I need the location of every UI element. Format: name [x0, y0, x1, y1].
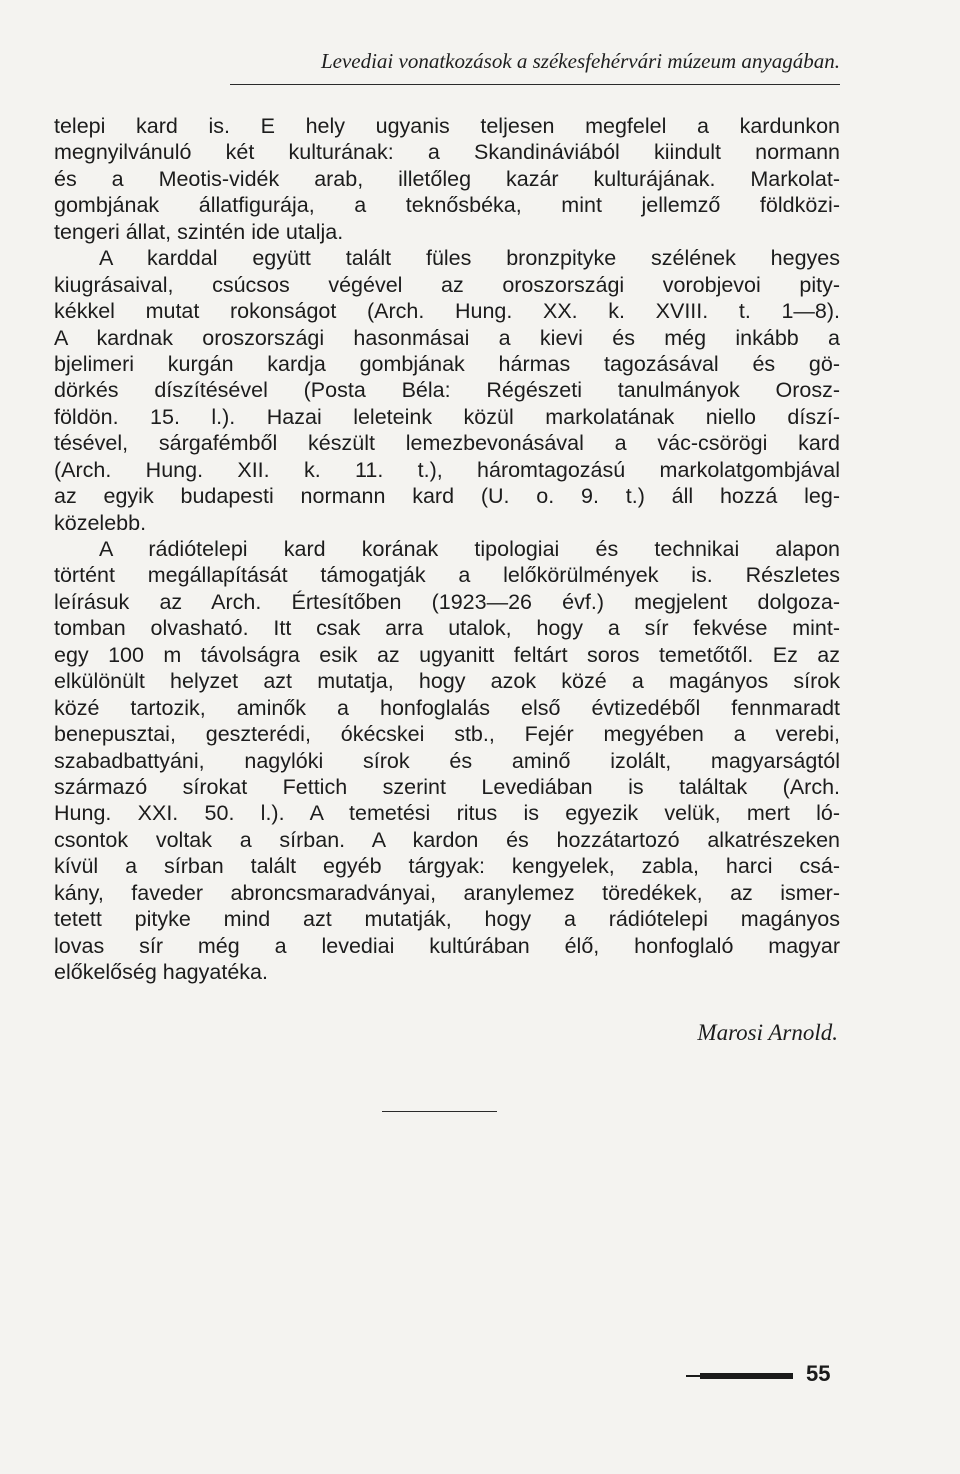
body-line: gombjának állatfigurája, a teknősbéka, mint jellemző földközi- [54, 193, 840, 218]
body-line: lovas sír még a levediai kultúrában élő, honfoglaló magyar [54, 933, 840, 958]
body-line: tengeri állat, szintén ide utalja. [54, 219, 344, 244]
body-line: és a Meotis-vidék arab, illetőleg kazár kulturájának. Markolat- [54, 166, 840, 191]
body-line: leírásuk az Arch. Értesítőben (1923—26 évf.) megjelent dolgoza- [54, 589, 840, 614]
running-head: Levediai vonatkozások a székesfehérvári múzeum anyagában. [320, 49, 840, 73]
body-line: kékkel mutat rokonságot (Arch. Hung. XX. k. XVIII. t. 1—8). [54, 299, 840, 324]
body-line: elkülönült helyzet azt mutatja, hogy azok közé a magányos sírok [54, 669, 840, 694]
body-line: kívül a sírban talált egyéb tárgyak: kengyelek, zabla, harci csá- [54, 854, 840, 879]
body-line: szabadbattyáni, nagylóki sírok és aminő izolált, magyarságtól [54, 748, 840, 773]
author-signature: Marosi Arnold. [697, 1020, 838, 1045]
article-body [54, 113, 840, 985]
body-line: Hung. XXI. 50. l.). A temetési ritus is egyezik velük, mert ló- [54, 801, 840, 826]
body-line: történt megállapítását támogatják a lelőkörülmények is. Részletes [54, 563, 840, 588]
body-line: előkelőség hagyatéka. [54, 960, 268, 984]
body-line: az egyik budapesti normann kard (U. o. 9. t.) áll hozzá leg- [54, 484, 840, 509]
body-line: tésével, sárgafémből készült lemezbevonásával a vác-csörögi kard [54, 431, 840, 456]
folio-bar [700, 1373, 793, 1379]
paragraph-start-line: A karddal együtt talált füles bronzpityke szélének hegyes [99, 246, 840, 271]
body-line: benepusztai, geszterédi, ókécskei stb., Fejér megyében a verebi, [54, 722, 840, 747]
body-line: csontok voltak a sírban. A kardon és hozzátartozó alkatrészeken [54, 827, 840, 852]
body-line: tomban olvasható. Itt csak arra utalok, hogy a sír fekvése mint- [54, 616, 840, 641]
body-line: (Arch. Hung. XII. k. 11. t.), háromtagozású markolatgombjával [54, 457, 840, 482]
body-line: dörkés díszítésével (Posta Béla: Régészeti tanulmányok Orosz- [54, 378, 840, 403]
body-line: bjelimeri kurgán kardja gombjának hármas tagozásával és gö- [54, 351, 840, 376]
section-end-rule [382, 1111, 497, 1112]
body-line: közé tartozik, aminők a honfoglalás első évtizedéből fennmaradt [54, 695, 840, 720]
paragraph-start-line: A rádiótelepi kard korának tipologiai és technikai alapon [99, 537, 840, 561]
body-line: földön. 15. l.). Hazai leleteink közül markolatának niello díszí- [54, 404, 840, 429]
page-number: 55 [806, 1361, 831, 1386]
body-line: kiugrásaival, csúcsos végével az oroszországi vorobjevoi pity- [54, 272, 840, 297]
body-line: telepi kard is. E hely ugyanis teljesen megfelel a kardunkon [54, 114, 840, 138]
body-line: származó sírokat Fettich szerint Levediában is találtak (Arch. [54, 774, 840, 799]
body-line: tetett pityke mind azt mutatják, hogy a rádiótelepi magányos [54, 907, 840, 932]
body-line: közelebb. [54, 510, 147, 535]
body-line: megnyilvánuló két kulturának: a Skandináviából kiindult normann [54, 140, 840, 165]
header-rule [230, 84, 840, 85]
body-line: egy 100 m távolságra esik az ugyanitt feltárt soros temetőtől. Ez az [54, 642, 840, 667]
body-line: kány, faveder abroncsmaradványai, aranylemez töredékek, az ismer- [54, 880, 840, 905]
body-line: A kardnak oroszországi hasonmásai a kievi és még inkább a [54, 325, 840, 350]
